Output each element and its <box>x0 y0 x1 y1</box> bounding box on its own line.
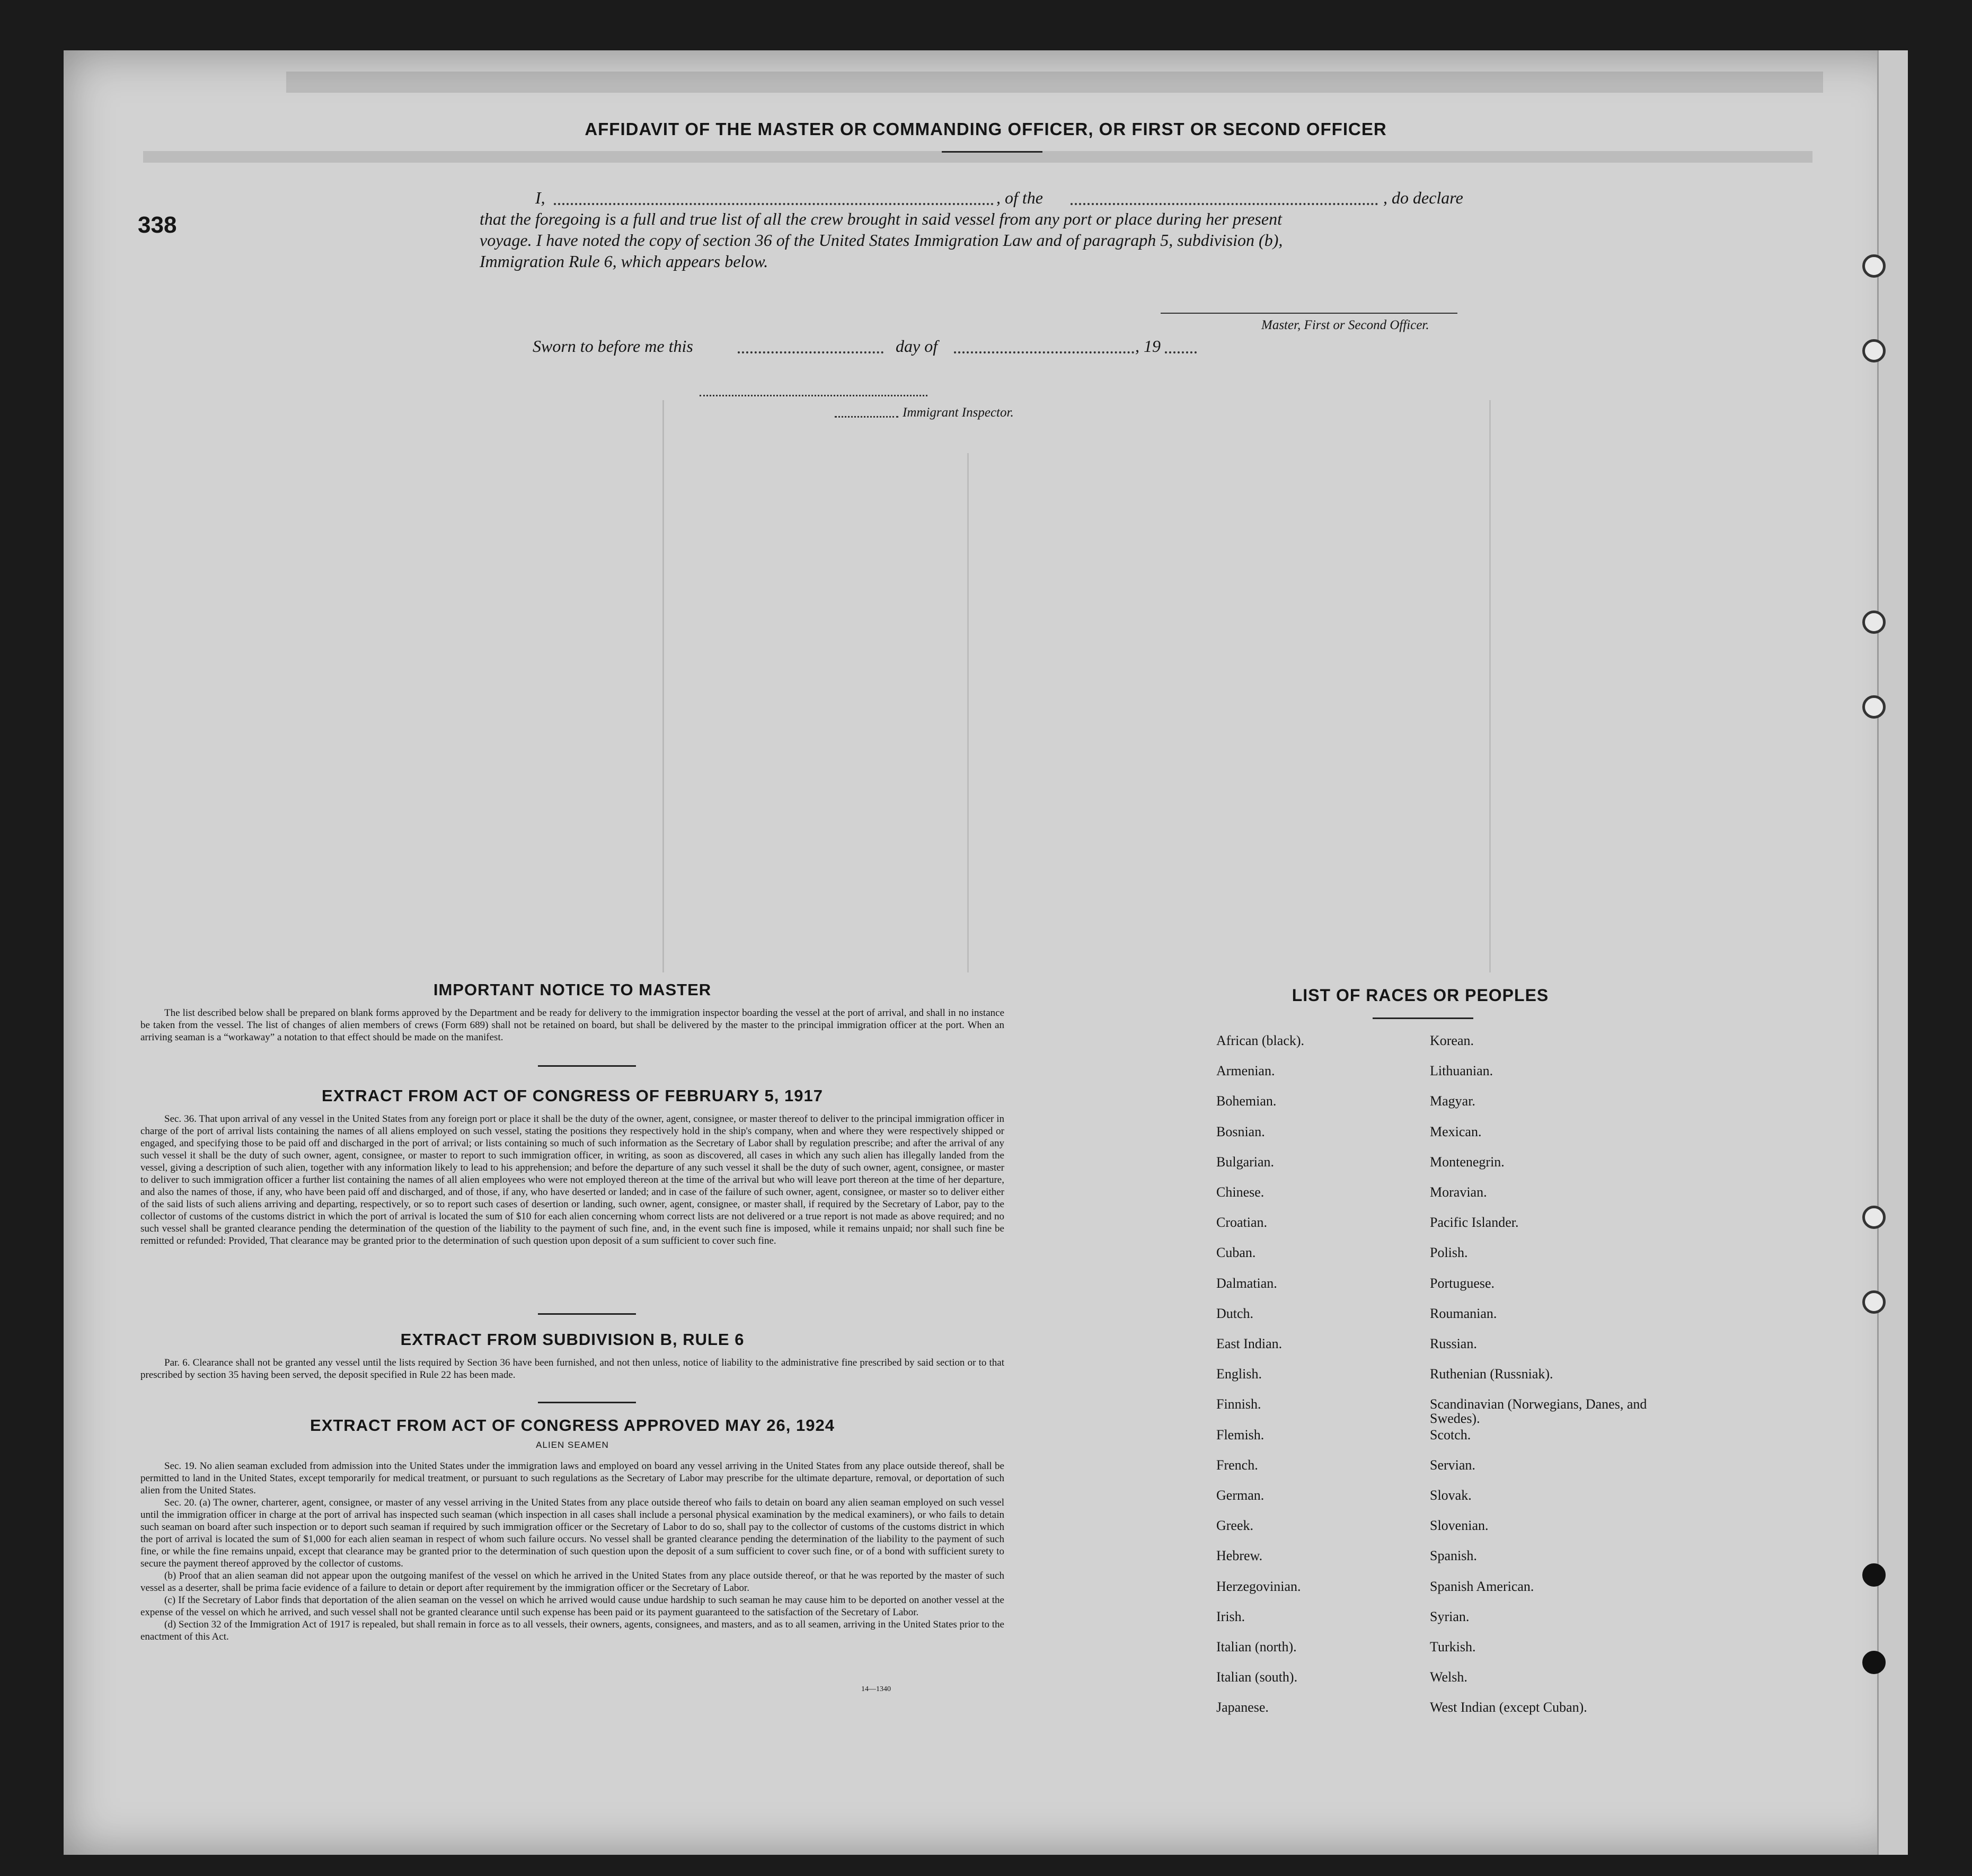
affidavit-statement-line-3: Immigration Rule 6, which appears below. <box>480 252 768 271</box>
binder-hole <box>1862 1563 1886 1587</box>
race-item: Montenegrin. <box>1430 1154 1505 1170</box>
inspector-signature-line-short[interactable] <box>835 416 898 418</box>
race-item: Italian (south). <box>1216 1669 1298 1685</box>
race-item: Slovenian. <box>1430 1518 1489 1534</box>
race-item: Pacific Islander. <box>1430 1215 1519 1231</box>
race-item: Irish. <box>1216 1608 1245 1624</box>
binder-hole <box>1862 610 1886 634</box>
form-number: 14—1340 <box>861 1685 891 1693</box>
race-item: Welsh. <box>1430 1669 1467 1685</box>
race-item: Mexican. <box>1430 1123 1482 1139</box>
sworn-label: Sworn to before me this <box>533 337 693 356</box>
affidavit-title: AFFIDAVIT OF THE MASTER OR COMMANDING OFFICER, OR FIRST OR SECOND OFFICER <box>585 119 1387 139</box>
master-signature-label: Master, First or Second Officer. <box>1261 318 1429 332</box>
notice-text <box>140 1007 1004 1043</box>
binder-hole <box>1862 254 1886 278</box>
race-item: Polish. <box>1430 1245 1468 1261</box>
extract-1917-title: EXTRACT FROM ACT OF CONGRESS OF FEBRUARY 5, 1917 <box>322 1086 823 1105</box>
extract-1917-rule <box>538 1313 636 1315</box>
race-item: Greek. <box>1216 1518 1254 1534</box>
extract-1924-text <box>140 1460 1004 1643</box>
race-item: Japanese. <box>1216 1700 1269 1715</box>
bleed-through-header <box>286 72 1823 93</box>
race-item: West Indian (except Cuban). <box>1430 1700 1587 1715</box>
affidavit-of-the: , of the <box>996 188 1043 207</box>
race-item: Slovak. <box>1430 1488 1472 1503</box>
bleed-through-column <box>967 453 969 972</box>
race-item: Turkish. <box>1430 1639 1476 1654</box>
race-item: Flemish. <box>1216 1427 1264 1443</box>
race-item: Finnish. <box>1216 1396 1261 1412</box>
extract-1924-paragraph: Sec. 19. No alien seaman excluded from admission into the United States under the immigration laws and employed on board any vessel arriving in the United States from any place outside thereof, shall be permitted to land in the United States, except temporarily for medical treatment, or pursuant to such regulations as the Secretary of Labor may prescribe for the ultimate departure, removal, or deportation of such alien from the United States. <box>140 1461 1004 1496</box>
extract-rule6-title: EXTRACT FROM SUBDIVISION B, RULE 6 <box>400 1330 745 1349</box>
extract-1924-paragraph: (c) If the Secretary of Labor finds that deportation of the alien seaman on the vessel on which he arrived would cause undue hardship to such seaman he may cause him to be deported on another vessel at the expense of the vessel on which he arrived, and such vessel shall not be granted clearance until such expense has been paid or its payment guaranteed to the satisfaction of the Secretary of Labor. <box>140 1595 1004 1618</box>
extract-rule6-text <box>140 1357 1004 1381</box>
races-title: LIST OF RACES OR PEOPLES <box>1292 986 1549 1005</box>
race-item: English. <box>1216 1366 1262 1382</box>
affidavit-statement-line-2: voyage. I have noted the copy of section 36 of the United States Immigration Law and of paragraph 5, subdivision (b), <box>480 231 1283 250</box>
race-item: Roumanian. <box>1430 1305 1497 1321</box>
extract-rule6-rule <box>538 1402 636 1403</box>
affidavit-do-declare: , do declare <box>1383 188 1463 207</box>
race-item: Scandinavian (Norwegians, Danes, and Swedes). <box>1430 1396 1647 1427</box>
binder-hole <box>1862 1651 1886 1674</box>
race-item: Servian. <box>1430 1457 1475 1473</box>
race-item: Ruthenian (Russniak). <box>1430 1366 1553 1382</box>
race-item: African (black). <box>1216 1033 1305 1048</box>
race-item: Dutch. <box>1216 1305 1254 1321</box>
extract-1917-text <box>140 1113 1004 1247</box>
race-item: German. <box>1216 1488 1264 1503</box>
binder-hole <box>1862 339 1886 362</box>
race-item: Scotch. <box>1430 1427 1471 1443</box>
declarant-name-field[interactable] <box>554 203 994 205</box>
binder-hole <box>1862 1290 1886 1314</box>
extract-1924-paragraph: (b) Proof that an alien seaman did not appear upon the outgoing manifest of the vessel on which he arrived in the United States from any place outside thereof, or that he was reported by the master of such vessel as a deserter, shall be prima facie evidence of a failure to detain or deport after requirement by the immigration officer or the Secretary of Labor. <box>140 1570 1004 1594</box>
binder-hole <box>1862 1206 1886 1229</box>
race-item: Magyar. <box>1430 1093 1475 1109</box>
race-item: Portuguese. <box>1430 1275 1495 1291</box>
binder-hole <box>1862 695 1886 719</box>
race-item: Bulgarian. <box>1216 1154 1275 1170</box>
race-item: Dalmatian. <box>1216 1275 1277 1291</box>
bleed-through-column <box>662 400 664 972</box>
race-item: Chinese. <box>1216 1184 1264 1200</box>
race-item: Croatian. <box>1216 1215 1268 1231</box>
race-item: Syrian. <box>1430 1608 1470 1624</box>
notice-rule <box>538 1065 636 1067</box>
race-item: Moravian. <box>1430 1184 1487 1200</box>
race-item: East Indian. <box>1216 1336 1283 1351</box>
extract-1924-title: EXTRACT FROM ACT OF CONGRESS APPROVED MAY 26, 1924 <box>310 1416 835 1435</box>
margin-stamp: 338 <box>138 212 177 238</box>
race-item: Armenian. <box>1216 1063 1275 1079</box>
affidavit-title-rule <box>942 151 1042 153</box>
notice-title: IMPORTANT NOTICE TO MASTER <box>433 980 712 999</box>
race-item: Lithuanian. <box>1430 1063 1493 1079</box>
race-item: Korean. <box>1430 1033 1474 1048</box>
sworn-day-field[interactable] <box>738 351 883 353</box>
race-item: French. <box>1216 1457 1258 1473</box>
sworn-month-field[interactable] <box>954 351 1134 353</box>
race-item: Bosnian. <box>1216 1123 1265 1139</box>
sworn-year-field[interactable] <box>1165 351 1197 353</box>
race-item: Hebrew. <box>1216 1548 1263 1564</box>
race-item: Russian. <box>1430 1336 1477 1351</box>
day-of-label: day of <box>896 337 938 356</box>
extract-1917-paragraph: Sec. 36. That upon arrival of any vessel in the United States from any foreign port or place it shall be the duty of the owner, agent, consignee, or master thereof to deliver to the principal immigration officer in charge of the port of arrival lists containing the names of all aliens employed on such vessel, stating the positions they respectively hold in the ship's company, when and where they were respectively shipped or engaged, and specifying those to be paid off and discharged in the port of arrival; or lists containing so much of such information as the Secretary of Labor shall by regulation prescribe; and after the arrival of any such vessel it shall be the duty of such owner, agent, consignee, or master to report to such immigration officer, in writing, as soon as discovered, all cases in which any such alien has illegally landed from the vessel, giving a description of such alien, together with any information likely to lead to his apprehension; and before the departure of any such vessel it shall be the duty of such owner, agent, consignee, or master to deliver to such immigration officer a further list containing the names of all alien employees who were not employed thereon at the time of the arrival but who will leave port thereon at the time of her departure, and also the names of those, if any, who have been paid off and discharged, and of those, if any, who have deserted or landed; and in case of the failure of such owner, agent, consignee, or master so to deliver either of the said lists of such aliens arriving and departing, respectively, or so to report such cases of desertion or landing, such owner, agent, consignee, or master shall, if required by the Secretary of Labor, pay to the collector of customs of the customs district in which the port of arrival is located the sum of $10 for each alien concerning whom correct lists are not delivered or a true report is not made as above required; and no such vessel shall be granted clearance pending the determination of the question of the liability to the payment of such fine, and, in the event such fine is imposed, while it remains unpaid; nor shall such fine be remitted or refunded: Provided, That clearance may be granted prior to the determination of such question upon deposit of a sum sufficient to cover such fine. <box>140 1113 1004 1246</box>
bleed-through-column <box>1489 400 1491 972</box>
notice-paragraph: The list described below shall be prepared on blank forms approved by the Department and be ready for delivery to the immigration inspector boarding the vessel at the port of arrival, and shall in no instance be taken from the vessel. The list of changes of alien members of crews (Form 689) shall not be retained on board, but shall be delivered by the master to the principal immigration officer at the port. When an arriving seaman is a “workaway” a notation to that effect should be made on the manifest. <box>140 1007 1004 1043</box>
affidavit-i-label: I, <box>535 188 545 207</box>
extract-1924-subtitle: ALIEN SEAMEN <box>536 1440 609 1450</box>
master-signature-line[interactable] <box>1161 313 1457 314</box>
extract-1924-paragraph: Sec. 20. (a) The owner, charterer, agent, consignee, or master of any vessel arriving in the United States from any place outside thereof who fails to detain on board any alien seaman employed on such vessel until the immigration officer in charge at the port of arrival has inspected such seaman (which inspection in all cases shall include a personal physical examination by the medical examiners), or who fails to detain such seaman on board after such inspection or to deport such seaman if required by such immigration officer or the Secretary of Labor to do so, shall pay to the collector of customs of the customs district in which the port of arrival is located the sum of $1,000 for each alien seaman in respect of whom such failure occurs. No vessel shall be granted clearance pending the determination of the liability to the payment of such fine, or while the fine remains unpaid, except that clearance may be granted prior to the determination of such question upon the deposit of a sum sufficient to cover such fine, or of a bond with sufficient surety to secure the payment thereof approved by the collector of customs. <box>140 1497 1004 1569</box>
races-title-rule <box>1373 1017 1473 1019</box>
affidavit-statement-line-1: that the foregoing is a full and true list of all the crew brought in said vessel from any port or place during her present <box>480 209 1282 228</box>
inspector-signature-line[interactable] <box>700 395 927 396</box>
vessel-name-field[interactable] <box>1071 203 1378 205</box>
race-item: Spanish. <box>1430 1548 1477 1564</box>
race-item: Herzegovinian. <box>1216 1578 1301 1594</box>
race-item: Bohemian. <box>1216 1093 1277 1109</box>
inspector-label: Immigrant Inspector. <box>903 405 1014 420</box>
extract-rule6-paragraph: Par. 6. Clearance shall not be granted any vessel until the lists required by Section 36 have been furnished, and not then unless, notice of liability to the administrative fine prescribed by said section or to that prescribed by section 35 having been served, the deposit specified in Rule 22 has been made. <box>140 1357 1004 1381</box>
race-item: Spanish American. <box>1430 1578 1534 1594</box>
sheet-edge <box>1877 50 1908 1855</box>
race-item: Cuban. <box>1216 1245 1256 1261</box>
year-label: , 19 <box>1135 337 1161 356</box>
extract-1924-paragraph: (d) Section 32 of the Immigration Act of 1917 is repealed, but shall remain in force as to all vessels, their owners, agents, consignees, and masters, and as to all seamen, arriving in the United States prior to the enactment of this Act. <box>140 1619 1004 1642</box>
race-item: Italian (north). <box>1216 1639 1297 1654</box>
document-page <box>64 50 1908 1855</box>
bleed-through-line <box>143 151 1812 163</box>
